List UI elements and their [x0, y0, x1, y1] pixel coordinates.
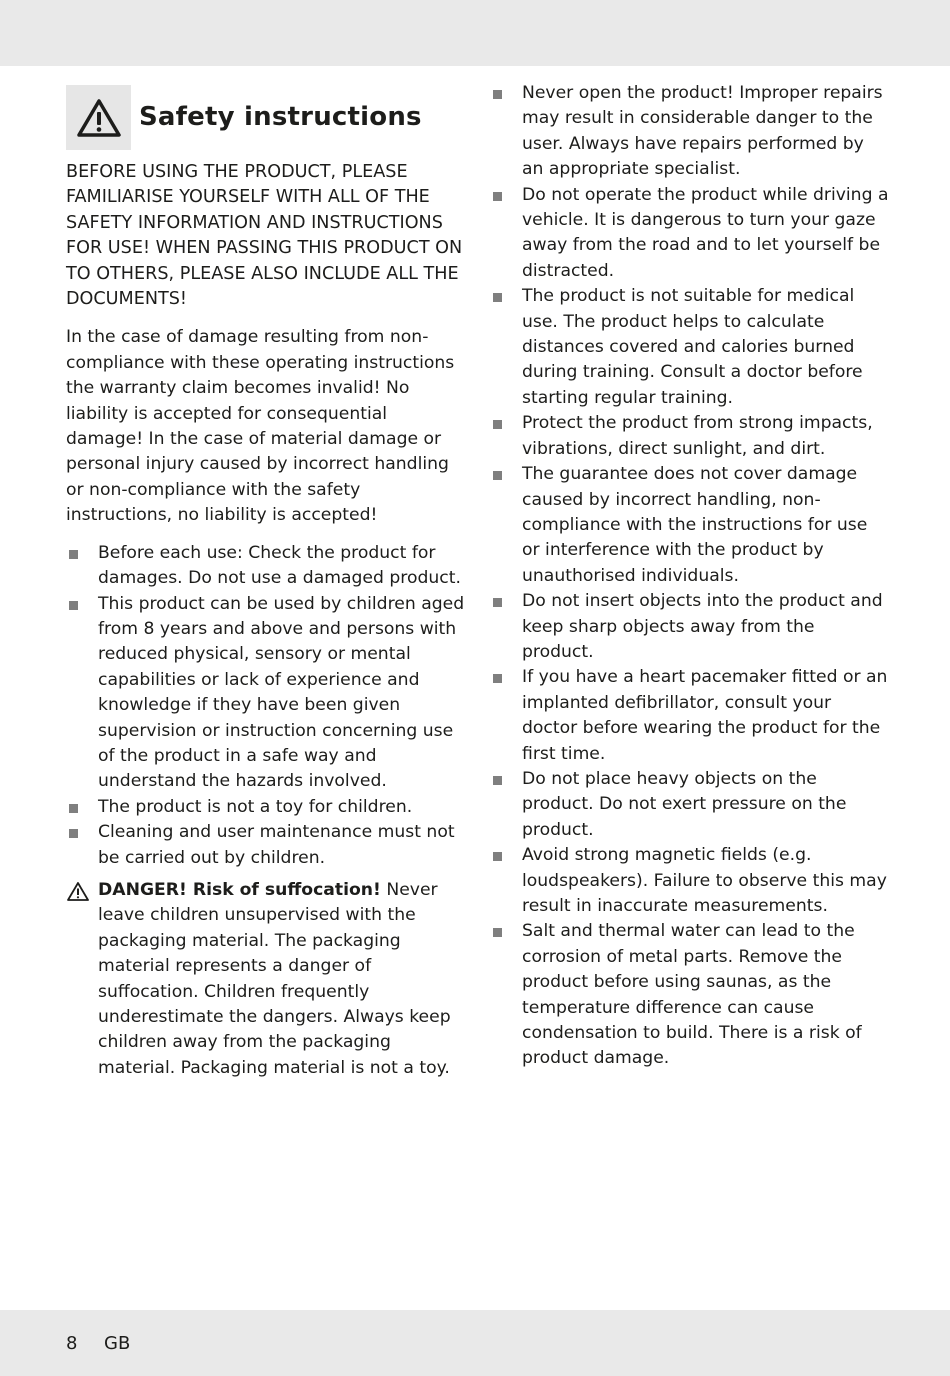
- square-bullet-icon: [493, 420, 502, 429]
- section-header: [66, 85, 466, 150]
- danger-notice: [66, 878, 466, 1081]
- square-bullet-icon: [69, 804, 78, 813]
- page-footer: [66, 1333, 130, 1355]
- list-item: This product can be used by children aged from 8 years and above and persons with reduced physical, sensory or mental capabilities or lack of experience and knowledge if they have been given supervision or instruction concerning use of the product in a safe way and understand the hazards involved.: [66, 592, 466, 795]
- list-item: Protect the product from strong impacts, vibrations, direct sunlight, and dirt.: [490, 411, 890, 462]
- square-bullet-icon: [493, 90, 502, 99]
- square-bullet-icon: [493, 852, 502, 861]
- list-item: Before each use: Check the product for damages. Do not use a damaged product.: [66, 541, 466, 592]
- intro-paragraph: In the case of damage resulting from non-compliance with these operating instructions the warranty claim becomes invalid! No liability is accepted for consequential damage! In the case of material damage or personal injury caused by incorrect handling or non-compliance with the safety instructions, no liability is accepted!: [66, 327, 455, 526]
- square-bullet-icon: [493, 293, 502, 302]
- list-item: The guarantee does not cover damage caused by incorrect handling, non-compliance with the instructions for use or interference with the product by unauthorised individuals.: [490, 462, 890, 589]
- caps-warning-text: BEFORE USING THE PRODUCT, PLEASE FAMILIARISE YOURSELF WITH ALL OF THE SAFETY INFORMATION AND INSTRUCTIONS FOR USE! WHEN PASSING THIS PRODUCT ON TO OTHERS, PLEASE ALSO INCLUDE ALL THE DOCUMENTS!: [66, 162, 463, 310]
- list-item: Cleaning and user maintenance must not be carried out by children.: [66, 820, 466, 871]
- danger-triangle-icon: [66, 881, 90, 902]
- square-bullet-icon: [493, 674, 502, 683]
- square-bullet-icon: [69, 601, 78, 610]
- list-item: Never open the product! Improper repairs may result in considerable danger to the user. Always have repairs performed by an appropriate specialist.: [490, 81, 890, 183]
- list-item: The product is not suitable for medical use. The product helps to calculate distances covered and calories burned during training. Consult a doctor before starting regular training.: [490, 284, 890, 411]
- list-item: Do not place heavy objects on the product. Do not exert pressure on the product.: [490, 767, 890, 843]
- square-bullet-icon: [493, 928, 502, 937]
- square-bullet-icon: [69, 829, 78, 838]
- square-bullet-icon: [493, 598, 502, 607]
- square-bullet-icon: [493, 192, 502, 201]
- danger-text: Never leave children unsupervised with the packaging material. The packaging material represents a danger of suffocation. Children frequently underestimate the dangers. Always keep children away from the packaging material. Packaging material is not a toy.: [98, 879, 451, 1078]
- list-item: Avoid strong magnetic fields (e.g. loudspeakers). Failure to observe this may result in inaccurate measurements.: [490, 843, 890, 919]
- warning-icon-box: [66, 85, 131, 150]
- bottom-band: [0, 1310, 950, 1376]
- list-item: If you have a heart pacemaker fitted or an implanted defibrillator, consult your doctor before wearing the product for the first time.: [490, 665, 890, 767]
- list-item: The product is not a toy for children.: [66, 795, 466, 820]
- danger-label: DANGER! Risk of suffocation!: [98, 879, 381, 900]
- square-bullet-icon: [69, 550, 78, 559]
- square-bullet-icon: [493, 471, 502, 480]
- list-item: Salt and thermal water can lead to the corrosion of metal parts. Remove the product before using saunas, as the temperature difference can cause condensation to build. There is a risk of product damage.: [490, 919, 890, 1071]
- right-bullet-list: [490, 81, 890, 1072]
- page-number: 8: [66, 1333, 78, 1354]
- left-column: [66, 85, 466, 1081]
- left-bullet-list: [66, 541, 466, 871]
- top-band: [0, 0, 950, 66]
- list-item: Do not insert objects into the product and keep sharp objects away from the product.: [490, 589, 890, 665]
- warning-triangle-icon: [76, 98, 122, 138]
- right-column: [490, 81, 890, 1072]
- square-bullet-icon: [493, 776, 502, 785]
- list-item: Do not operate the product while driving a vehicle. It is dangerous to turn your gaze away from the road and to let yourself be distracted.: [490, 183, 890, 285]
- page-title: Safety instructions: [139, 101, 422, 132]
- language-code: GB: [104, 1333, 131, 1354]
